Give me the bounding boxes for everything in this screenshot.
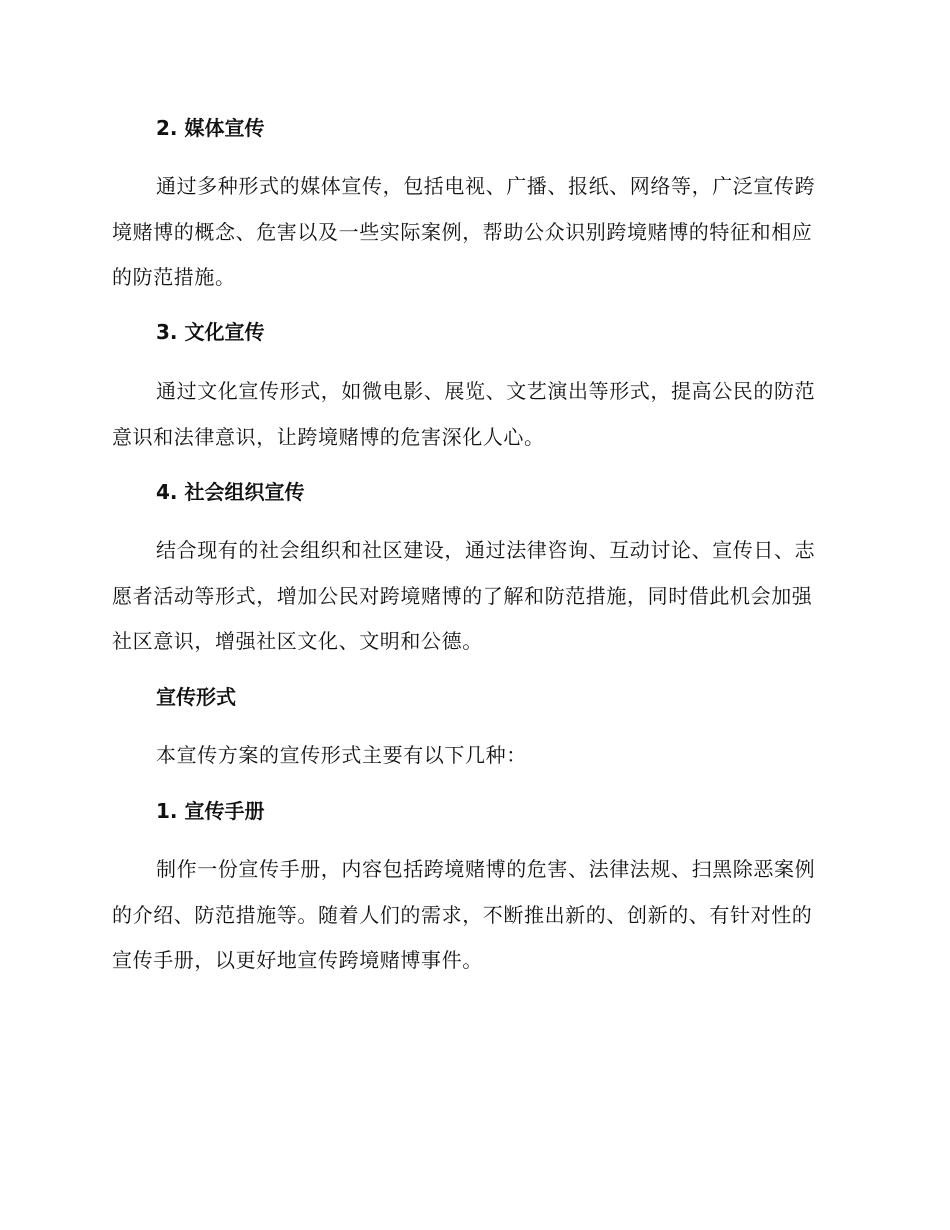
section-heading-culture: 3. 文化宣传 — [156, 320, 265, 344]
section-heading-brochure: 1. 宣传手册 — [156, 799, 265, 823]
section-body-media: 通过多种形式的媒体宣传，包括电视、广播、报纸、网络等，广泛宣传跨境赌博的概念、危害以及一些实际案例，帮助公众识别跨境赌博的特征和相应的防范措施。 — [112, 174, 816, 289]
section-heading-media: 2. 媒体宣传 — [156, 116, 265, 140]
section-body-social-org: 结合现有的社会组织和社区建设，通过法律咨询、互动讨论、宣传日、志愿者活动等形式，增加公民对跨境赌博的了解和防范措施，同时借此机会加强社区意识，增强社区文化、文明和公德。 — [112, 538, 816, 653]
section-body-brochure: 制作一份宣传手册，内容包括跨境赌博的危害、法律法规、扫黑除恶案例的介绍、防范措施等。随着人们的需求，不断推出新的、创新的、有针对性的宣传手册，以更好地宣传跨境赌博事件。 — [112, 857, 816, 972]
section-body-forms: 本宣传方案的宣传形式主要有以下几种： — [156, 743, 527, 767]
section-body-culture: 通过文化宣传形式，如微电影、展览、文艺演出等形式，提高公民的防范意识和法律意识，让跨境赌博的危害深化人心。 — [112, 379, 816, 449]
section-heading-social-org: 4. 社会组织宣传 — [156, 480, 305, 504]
section-heading-forms: 宣传形式 — [156, 685, 236, 709]
